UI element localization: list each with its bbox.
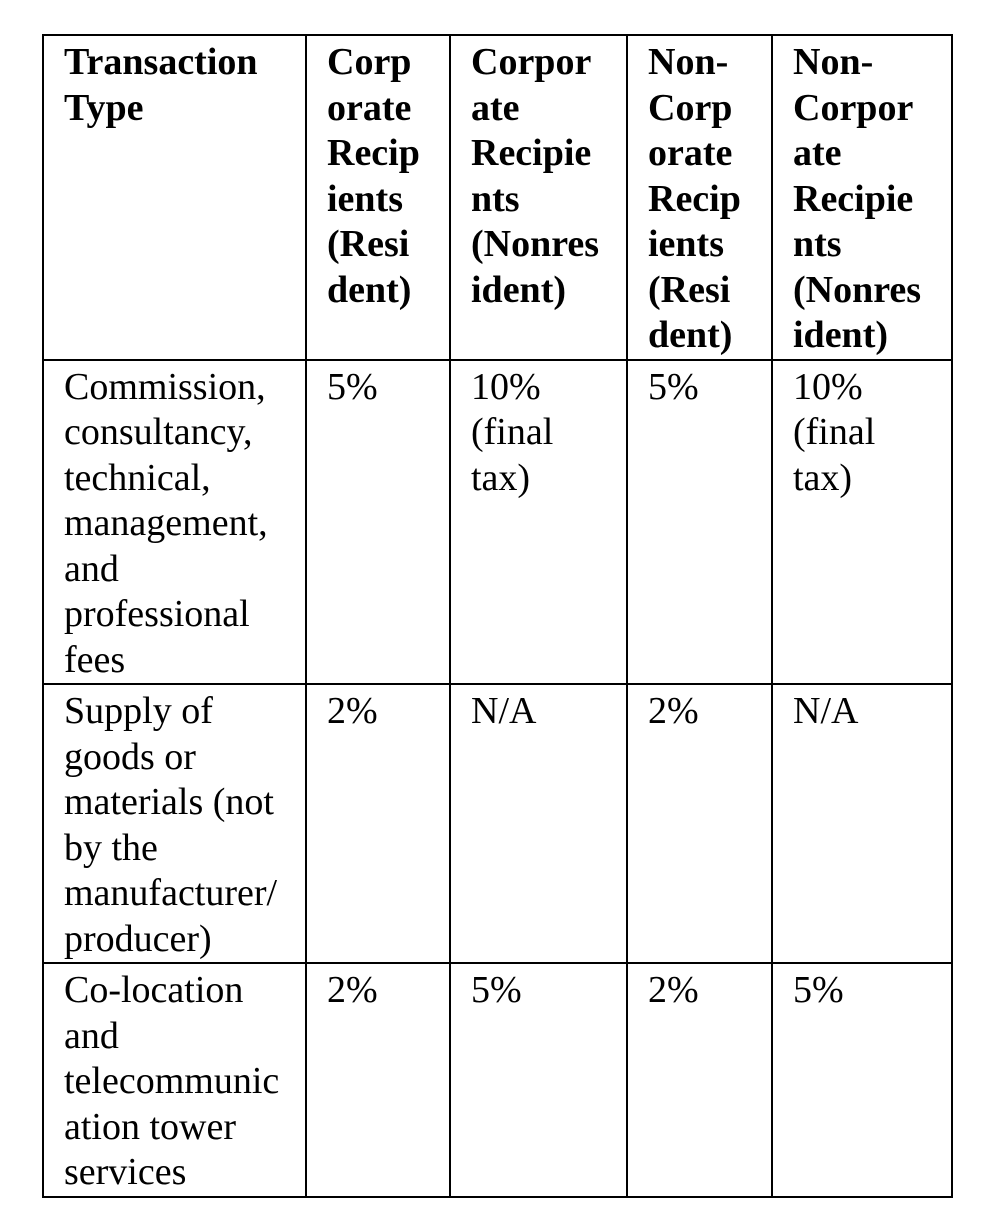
cell-corporate-nonresident: 10% (final tax) [450,360,627,685]
cell-corporate-nonresident: 5% [450,963,627,1197]
cell-corporate-resident: 2% [306,963,450,1197]
header-corporate-resident: Corp orate Recip ients (Resi dent) [306,35,450,360]
header-noncorporate-nonresident: Non- Corpor ate Recipie nts (Nonres ident) [772,35,952,360]
cell-corporate-nonresident: N/A [450,684,627,963]
withholding-tax-table [42,34,953,1198]
header-transaction-type: Transaction Type [43,35,306,360]
header-noncorporate-resident: Non- Corp orate Recip ients (Resi dent) [627,35,772,360]
cell-noncorporate-resident: 2% [627,684,772,963]
cell-noncorporate-nonresident: 10% (final tax) [772,360,952,685]
cell-corporate-resident: 2% [306,684,450,963]
table-header-row [43,35,952,360]
cell-transaction-type: Commission, consultancy, technical, management, and professional fees [43,360,306,685]
cell-noncorporate-nonresident: 5% [772,963,952,1197]
header-corporate-nonresident: Corpor ate Recipie nts (Nonres ident) [450,35,627,360]
table-row [43,963,952,1197]
cell-noncorporate-resident: 2% [627,963,772,1197]
table-row [43,684,952,963]
cell-noncorporate-nonresident: N/A [772,684,952,963]
cell-corporate-resident: 5% [306,360,450,685]
table-row [43,360,952,685]
cell-transaction-type: Co-location and telecommunic ation tower services [43,963,306,1197]
cell-noncorporate-resident: 5% [627,360,772,685]
cell-transaction-type: Supply of goods or materials (not by the manufacturer/ producer) [43,684,306,963]
